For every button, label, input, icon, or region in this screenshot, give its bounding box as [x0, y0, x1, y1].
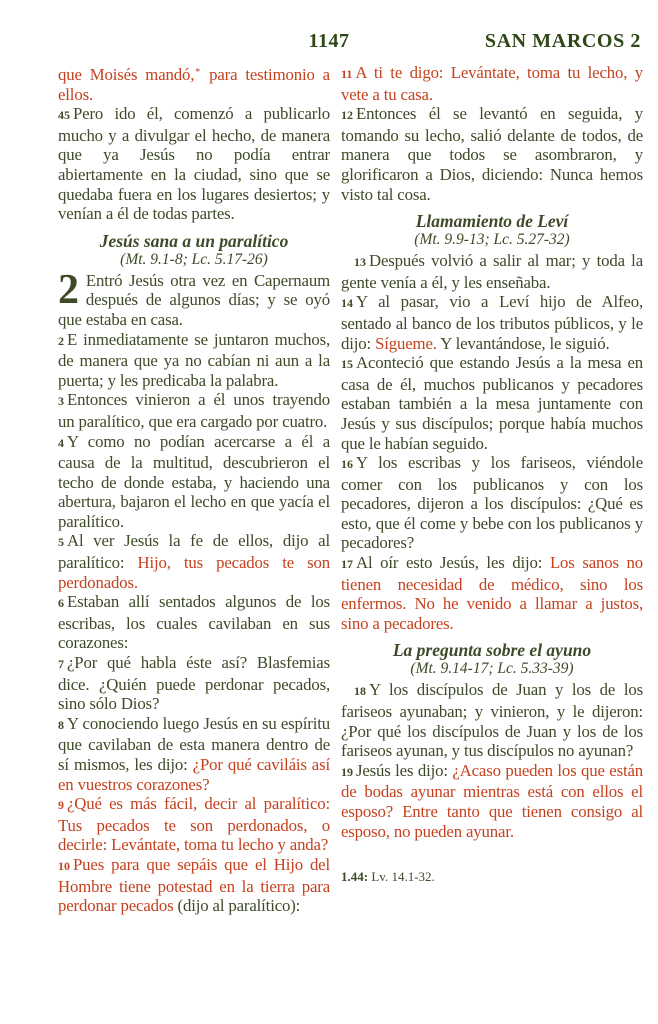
page-number: 1147 [308, 30, 350, 52]
verse-text: Y al pasar, vio a Leví hijo de Alfeo, sentado al banco de los tributos públicos, y le dijo: [341, 292, 643, 353]
verse-2-12 [341, 104, 643, 204]
verse-text-red: Pues para que sepáis que el Hijo del Hombre tiene potestad en la tierra para perdonar pecados [58, 854, 330, 916]
verse-text: Y levantándose, le siguió. [436, 333, 610, 353]
running-head [58, 30, 643, 56]
verse-text: Estaban allí sentados algunos de los escribas, los cuales cavilaban en sus corazones: [58, 592, 330, 653]
verse-number: 14 [341, 296, 353, 311]
verse-2-6 [58, 592, 330, 653]
verse-text: Entonces él se levantó en seguida, y tomando su lecho, salió delante de todos, de manera que todos se asombraron, y glorificaron a Dios, diciendo: Nunca hemos visto tal cosa. [341, 104, 643, 204]
verse-text: Al ver Jesús la fe de ellos, dijo al paralítico: [58, 531, 330, 573]
verse-text-red: para testimonio a ellos. [58, 65, 330, 104]
verse-2-15 [341, 353, 643, 453]
verse-text: Y como no podían acercarse a él a causa de la multitud, descubrieron el techo de donde estaba, y haciendo una abertura, bajaron el lecho en que yacía el paralítico. [58, 431, 330, 531]
right-column [341, 63, 643, 916]
verse-number: 17 [341, 557, 353, 572]
verse-2-3 [58, 390, 330, 431]
verse-1-45 [58, 104, 330, 224]
verse-text-red: Sígueme. [375, 333, 437, 353]
section-title: La pregunta sobre el ayuno [392, 640, 592, 661]
chapter-number-dropcap: 2 [58, 266, 79, 313]
verse-text: (dijo al paralítico): [177, 896, 301, 916]
footnote-reference: 1.44: [341, 869, 369, 885]
verse-text-red: A ti te digo: Levántate, toma tu lecho, y vete a tu casa. [341, 63, 643, 104]
verse-number: 13 [354, 255, 366, 270]
verse-number: 8 [58, 717, 64, 732]
verse-2-2 [58, 330, 330, 391]
two-column-text [58, 63, 643, 916]
verse-text: Entró Jesús otra vez en Capernaum después de algunos días; y se oyó que estaba en casa. [58, 270, 330, 329]
verse-text: E inmediatamente se juntaron muchos, de manera que ya no cabían ni aun a la puerta; y les predicaba la palabra. [58, 329, 330, 390]
verse-1-44-continuation [58, 63, 330, 104]
footnote-1-44 [341, 869, 643, 885]
verse-text: Pero ido él, comenzó a publicarlo mucho y a divulgar el hecho, de manera que ya Jesús no podía entrar abiertamente en la ciudad, sino que se quedaba fuera en los lugares desiertos; y venían a él de todas partes. [58, 104, 330, 224]
footnote-text: Lv. 14.1-32. [368, 869, 435, 885]
verse-2-14 [341, 292, 643, 353]
verse-2-13 [341, 251, 643, 292]
section-heading-llamamiento-de-levi [341, 211, 643, 249]
verse-text-red: que Moisés mandó, [58, 65, 195, 84]
verse-text: Entonces vinieron a él unos trayendo un paralítico, que era cargado por cuatro. [58, 390, 330, 431]
section-cross-reference: (Mt. 9.1-8; Lc. 5.17-26) [120, 250, 268, 268]
verse-number: 15 [341, 357, 353, 372]
left-column [58, 63, 330, 916]
verse-2-16 [341, 453, 643, 553]
verse-2-7 [58, 653, 330, 714]
verse-text-red: ¿Acaso pueden los que están de bodas ayunar mientras está con ellos el esposo? Entre tanto que tienen consigo al esposo, no pueden ayunar. [341, 760, 643, 841]
verse-2-19 [341, 761, 643, 841]
section-cross-reference: (Mt. 9.9-13; Lc. 5.27-32) [414, 231, 570, 249]
verse-number: 45 [58, 108, 70, 123]
verse-2-11 [341, 63, 643, 104]
verse-2-5 [58, 531, 330, 592]
verse-2-9 [58, 794, 330, 855]
verse-text-red: ¿Qué es más fácil, decir al paralítico: Tus pecados te son perdonados, o decirle: Levántate, toma tu lecho y anda? [58, 794, 330, 855]
section-heading-pregunta-sobre-el-ayuno [341, 640, 643, 678]
verse-text: Después volvió a salir al mar; y toda la gente venía a él, y les enseñaba. [341, 251, 643, 292]
verse-number: 7 [58, 657, 64, 672]
verse-number: 3 [58, 394, 64, 409]
verse-number: 5 [58, 535, 64, 550]
section-title: Jesús sana a un paralítico [99, 230, 289, 251]
verse-text: ¿Por qué habla éste así? Blasfemias dice. ¿Quién puede perdonar pecados, sino sólo Dios? [58, 653, 330, 714]
verse-text: Jesús les dijo: [356, 760, 453, 780]
verse-text: Aconteció que estando Jesús a la mesa en casa de él, muchos publicanos y pecadores estaban también a la mesa juntamente con Jesús y sus discípulos; porque había muchos que le habían seguido. [341, 353, 643, 453]
verse-text-red: Los sanos no tienen necesidad de médico, sino los enfermos. No he venido a llamar a justos, sino a pecadores. [341, 553, 643, 633]
verse-2-17 [341, 553, 643, 633]
verse-2-10 [58, 855, 330, 916]
section-heading-jesus-sana-paralitico [58, 231, 330, 269]
book-chapter-title: SAN MARCOS 2 [484, 30, 641, 52]
footnote-marker: * [195, 67, 201, 78]
verse-number: 12 [341, 108, 353, 123]
verse-number: 18 [354, 684, 366, 699]
section-cross-reference: (Mt. 9.14-17; Lc. 5.33-39) [410, 660, 574, 678]
verse-number: 4 [58, 435, 64, 450]
verse-2-8 [58, 714, 330, 794]
verse-text: Y los discípulos de Juan y los de los fariseos ayunaban; y vinieron, y le dijeron: ¿Por qué los discípulos de Juan y los de los fariseos ayunan, y tus discípulos no ayunan? [341, 680, 643, 761]
verse-number: 16 [341, 457, 353, 472]
section-title: Llamamiento de Leví [415, 211, 569, 232]
verse-number: 2 [58, 333, 64, 348]
verse-number: 19 [341, 764, 353, 779]
verse-number: 6 [58, 596, 64, 611]
verse-text: Y conociendo luego Jesús en su espíritu que cavilaban de esta manera dentro de sí mismos, les dijo: [58, 713, 330, 774]
verse-text-red: Hijo, tus pecados te son perdonados. [58, 553, 330, 592]
verse-text-red: ¿Por qué caviláis así en vuestros corazones? [58, 755, 330, 794]
verse-2-4 [58, 432, 330, 532]
verse-number: 10 [58, 858, 70, 873]
verse-2-18 [341, 680, 643, 760]
verse-number: 11 [341, 67, 353, 81]
verse-text: Al oír esto Jesús, les dijo: [356, 553, 550, 573]
verse-number: 9 [58, 798, 64, 813]
verse-2-1-chapter-start [58, 266, 330, 330]
verse-text: Y los escribas y los fariseos, viéndole comer con los publicanos y con los pecadores, dijeron a los discípulos: ¿Qué es esto, que él come y bebe con los publicanos y pecadores? [341, 453, 643, 553]
